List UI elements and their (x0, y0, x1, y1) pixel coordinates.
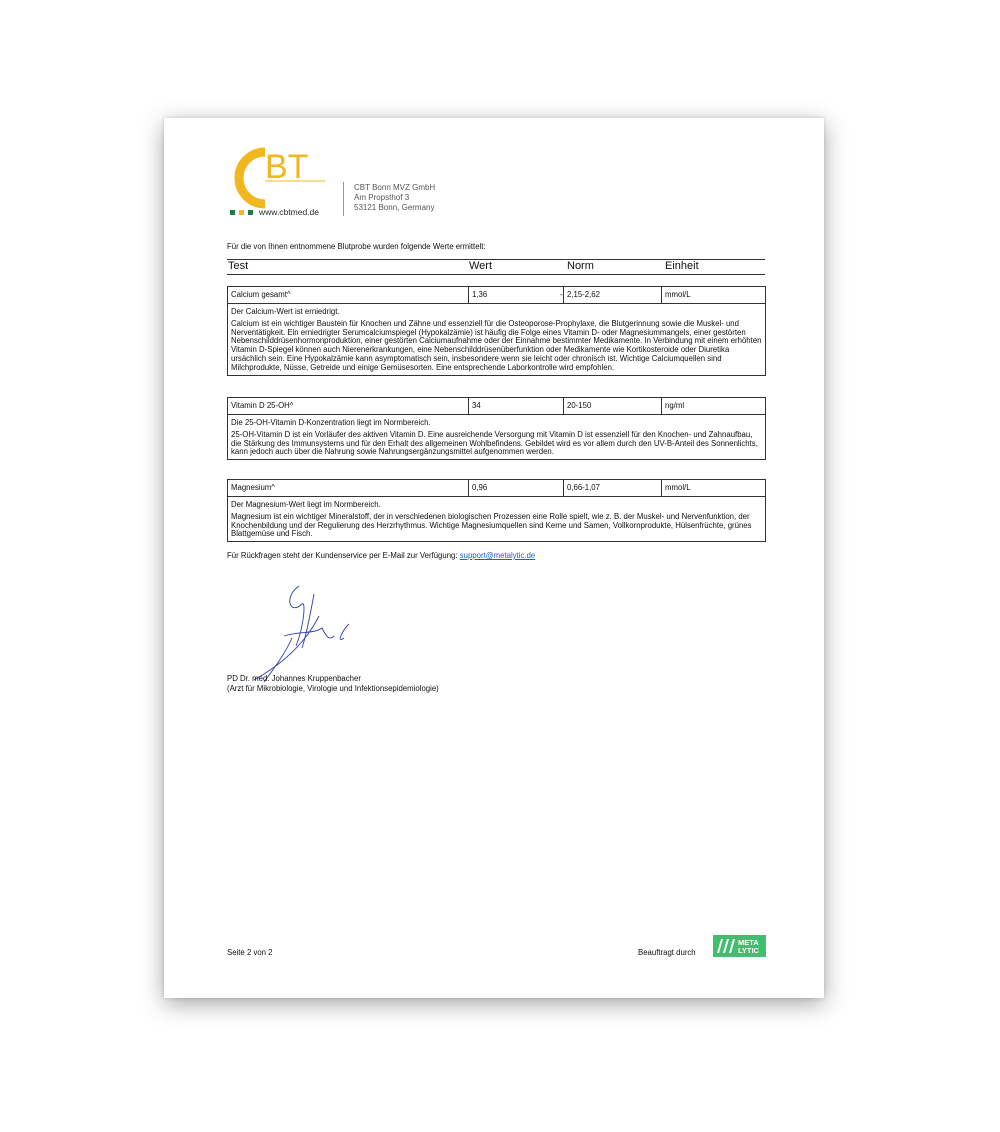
result-row (228, 398, 765, 415)
signer-title: (Arzt für Mikrobiologie, Virologie und Infektionsepidemiologie) (227, 684, 439, 693)
result-text: Magnesium ist ein wichtiger Mineralstoff, der in verschiedenen biologischen Prozessen eine Rolle spielt, wie z. B. der Muskel- und Nervenfunktion, der Knochenbildung und der Regulierung des Herzrhythmus. Wichtige Magnesiumquellen sind Kerne und Samen, Vollkornprodukte, Hülsenfrüchte, grünes Blattgemüse und Fisch. (231, 511, 752, 539)
contact-line (227, 551, 535, 560)
header-test: Test (228, 260, 249, 272)
result-description (228, 304, 765, 375)
logo-website: www.cbtmed.de (230, 207, 319, 217)
result-block-calcium (227, 286, 766, 376)
metalytic-logo-top: META (738, 938, 759, 947)
company-street: Am Propsthof 3 (354, 193, 410, 202)
result-test: Vitamin D 25-OH^ (228, 398, 469, 414)
result-norm: 0,66-1,07 (564, 480, 662, 496)
result-summary: Der Magnesium-Wert liegt im Normbereich. (231, 500, 381, 509)
support-email-link[interactable]: support@metalytic.de (459, 551, 536, 560)
result-value: 34 (469, 398, 564, 414)
result-summary: Der Calcium-Wert ist erniedrigt. (231, 307, 340, 316)
result-row (228, 287, 765, 304)
result-flag: - (560, 290, 563, 299)
result-summary: Die 25-OH-Vitamin D-Konzentration liegt im Normbereich. (231, 418, 431, 427)
page-number: Seite 2 von 2 (227, 948, 273, 957)
result-block-vitamin-d (227, 397, 766, 460)
document-page (164, 118, 824, 998)
intro-text: Für die von Ihnen entnommene Blutprobe wurden folgende Werte ermittelt: (227, 242, 486, 251)
result-description (228, 497, 765, 541)
result-test: Magnesium^ (228, 480, 469, 496)
result-unit: ng/ml (665, 401, 685, 410)
result-norm: 2,15-2,62 (564, 287, 662, 303)
signer-name: PD Dr. med. Johannes Kruppenbacher (227, 674, 361, 683)
result-unit: mmol/L (665, 290, 691, 299)
table-header (227, 259, 765, 275)
result-test: Calcium gesamt^ (228, 287, 469, 303)
company-city: 53121 Bonn, Germany (354, 203, 435, 212)
result-value: 1,36 (469, 287, 564, 303)
header-value: Wert (469, 260, 493, 272)
header-norm: Norm (567, 260, 594, 272)
company-address (354, 183, 435, 213)
header-unit: Einheit (665, 260, 699, 272)
result-text: Calcium ist ein wichtiger Baustein für Knochen und Zähne und essenziell für die Osteoporose-Prophylaxe, die Blutgerinnung sowie die Muskel- und Nerventätigkeit. Ein erniedrigter Serumcalciumspiegel (Hypokalzämie) ist häufig die Folge eines Vitamin D- oder Magnesiummangels, einer gestörten Nebenschilddrüsenhormonproduktion, einer gestörten Calciumaufnahme oder der Einnahme bestimmter Medikamente. In Verbindung mit einem erhöhten Vitamin D-Spiegel können auch Nierenerkrankungen, eine Nebenschilddrüsenüberfunktion oder Medikamente wie Kortikosteroide oder Diuretika ursächlich sein. Eine Hypokalzämie kann asymptomatisch sein, insbesondere wenn sie leicht oder chronisch ist. Wichtige Calciumquellen sind Milchprodukte, Nüsse, Getreide und einige Gemüsesorten. Eine entsprechende Laborkontrolle wird empfohlen. (231, 318, 762, 372)
result-value: 0,96 (469, 480, 564, 496)
metalytic-logo (713, 935, 766, 957)
signature-image (244, 576, 374, 686)
result-unit: mmol/L (665, 483, 691, 492)
result-text: 25-OH-Vitamin D ist ein Vorläufer des aktiven Vitamin D. Eine ausreichende Versorgung mit Vitamin D ist essenziell für den Knochen- und Zahnaufbau, die Stärkung des Immunsystems und für den Erhalt des allgemeinen Wohlbefindens. Gebildet wird es vor allem durch den UV-B-Anteil des Sonnenlichts, kann jedoch auch über die Nahrung sowie Nahrungsergänzungsmittel aufgenommen werden. (231, 429, 758, 457)
result-row (228, 480, 765, 497)
company-name: CBT Bonn MVZ GmbH (354, 183, 436, 192)
svg-text:BT: BT (265, 148, 309, 186)
metalytic-logo-bottom: LYTIC (738, 946, 759, 955)
result-block-magnesium (227, 479, 766, 542)
contact-text: Für Rückfragen steht der Kundenservice per E-Mail zur Verfügung: (227, 551, 460, 560)
commissioned-label: Beauftragt durch (638, 948, 696, 957)
header-divider (343, 182, 344, 216)
signer-block (227, 674, 439, 694)
result-norm: 20-150 (564, 398, 662, 414)
result-description (228, 415, 765, 459)
